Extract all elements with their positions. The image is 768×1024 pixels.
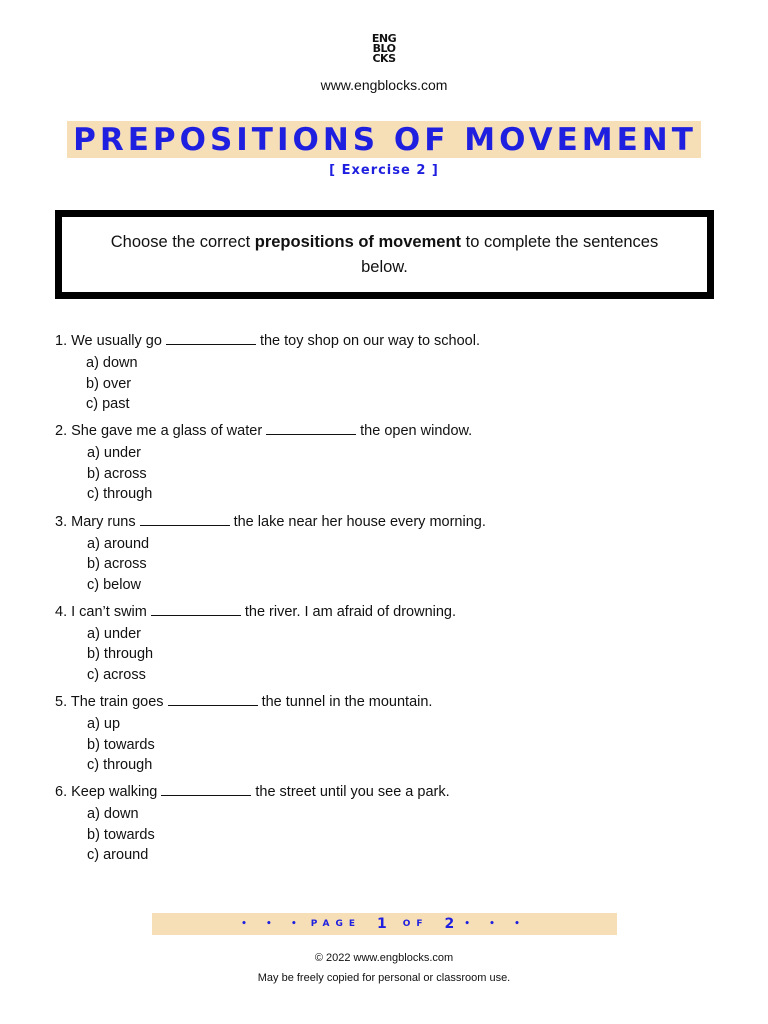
answer-option[interactable]: b) over [86,375,132,392]
question-text-after: the tunnel in the mountain. [261,694,433,711]
question-item [55,513,735,603]
answer-option[interactable]: a) down [87,806,139,823]
logo-line: CKS [372,52,396,65]
page-current: 1 [376,916,387,932]
question-text-after: the river. I am afraid of drowning. [244,603,457,620]
site-url: www.engblocks.com [320,77,448,93]
exercise-label: [ Exercise 2 ] [329,163,439,178]
question-stem [55,693,735,712]
answer-option[interactable]: b) across [87,465,147,482]
instruction-before: Choose the correct [110,232,255,251]
answer-option[interactable]: b) towards [87,826,155,843]
question-text-before: 4. I can’t swim [55,603,147,620]
instruction-text [102,230,667,280]
footer-dots-left: • • • [241,919,305,929]
page-total: 2 [444,916,455,932]
license-note: May be freely copied for personal or classroom use. [257,972,511,984]
option-list [87,443,735,505]
answer-option[interactable]: a) around [87,535,150,552]
question-list [55,332,735,874]
of-word: OF [402,919,429,929]
answer-option[interactable]: c) below [87,576,141,593]
question-stem [55,603,735,622]
option-list [87,714,735,776]
question-stem [55,332,735,351]
answer-option[interactable]: b) towards [87,736,155,753]
answer-blank[interactable] [151,603,241,616]
option-list [87,624,735,686]
question-text-before: 5. The train goes [55,694,164,711]
copyright: © 2022 www.engblocks.com [314,952,454,964]
instruction-box [55,210,714,299]
footer-dots-right: • • • [464,919,528,929]
question-item [55,603,735,693]
answer-blank[interactable] [266,422,356,435]
option-list [87,534,735,596]
question-text-after: the toy shop on our way to school. [259,333,480,349]
engblocks-logo [0,34,768,67]
question-text-before: 2. She gave me a glass of water [55,423,263,440]
question-item [55,783,735,873]
answer-option[interactable]: b) through [87,646,154,663]
answer-option[interactable]: c) past [86,396,130,412]
question-stem [55,513,735,532]
question-stem [55,783,735,802]
page-word: PAGE [310,919,361,929]
answer-blank[interactable] [161,783,251,796]
question-item [55,332,735,422]
answer-blank[interactable] [140,513,230,526]
answer-option[interactable]: a) down [86,355,138,371]
question-text-before: 1. We usually go [55,333,162,349]
question-item [55,422,735,512]
instruction-bold: prepositions of movement [254,232,462,251]
question-text-after: the lake near her house every morning. [233,513,486,530]
question-text-before: 3. Mary runs [55,513,136,530]
answer-option[interactable]: b) across [87,556,147,573]
answer-option[interactable]: a) up [87,716,121,733]
answer-option[interactable]: c) through [87,757,153,774]
answer-option[interactable]: c) through [87,486,153,503]
answer-option[interactable]: a) under [87,445,142,462]
answer-option[interactable]: a) under [87,625,142,642]
question-text-before: 6. Keep walking [55,784,158,801]
question-text-after: the street until you see a park. [255,784,450,801]
answer-blank[interactable] [166,332,256,345]
question-item [55,693,735,783]
answer-option[interactable]: c) across [87,666,146,683]
instruction-after: to complete the sentences below. [361,232,659,276]
page-indicator [152,913,617,935]
option-list [87,804,735,866]
worksheet-title: PREPOSITIONS OF MOVEMENT [67,121,701,158]
option-list [86,353,735,415]
question-stem [55,422,735,441]
question-text-after: the open window. [360,423,473,440]
answer-blank[interactable] [168,693,258,706]
logo-line: ENG [371,32,397,45]
answer-option[interactable]: c) around [87,847,149,864]
logo-line: BLO [372,42,396,55]
